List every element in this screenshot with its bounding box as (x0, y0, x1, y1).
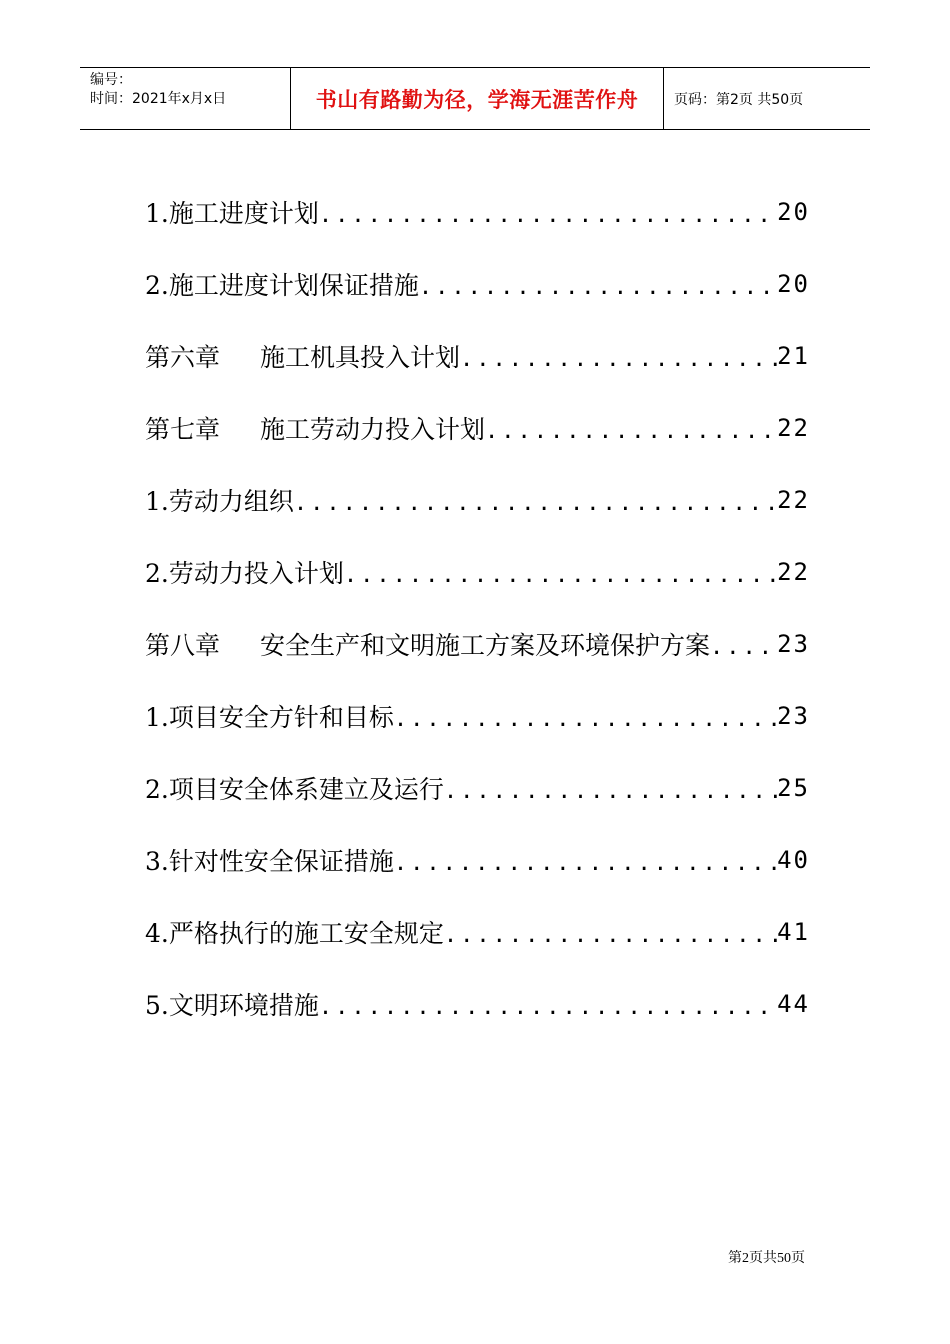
toc-entry[interactable] (145, 176, 810, 248)
toc-entry-page: 41 (777, 918, 810, 946)
toc-entry[interactable] (145, 464, 810, 536)
toc-chapter-title: 施工机具投入计划 (260, 343, 461, 372)
toc-entry[interactable] (145, 680, 810, 752)
document-number-label: 编号： (90, 72, 132, 88)
toc-entry-page: 22 (777, 486, 810, 514)
toc-entry[interactable] (145, 248, 810, 320)
toc-dot-leader (319, 197, 777, 228)
toc-entry[interactable] (145, 320, 810, 392)
toc-entry-title: 3.针对性安全保证措施 (145, 847, 394, 876)
toc-entry-page: 21 (777, 342, 810, 370)
toc-entry-page: 44 (777, 990, 810, 1018)
toc-entry-title: 1.项目安全方针和目标 (145, 703, 394, 732)
toc-entry-title (145, 626, 710, 662)
page-header (80, 67, 870, 130)
toc-chapter-title: 施工劳动力投入计划 (260, 415, 486, 444)
toc-entry-page: 40 (777, 846, 810, 874)
toc-chapter-title: 安全生产和文明施工方案及环境保护方案 (260, 631, 711, 660)
toc-dot-leader (710, 629, 777, 660)
toc-chapter-label: 第七章 (145, 415, 221, 444)
table-of-contents (145, 176, 810, 1040)
toc-entry[interactable] (145, 608, 810, 680)
document-time-label: 时间：2021年x月x日 (90, 91, 227, 107)
toc-entry[interactable] (145, 896, 810, 968)
toc-entry-title: 5.文明环境措施 (145, 991, 319, 1020)
toc-entry-title (145, 410, 485, 446)
toc-dot-leader (444, 773, 777, 804)
toc-entry[interactable] (145, 536, 810, 608)
header-motto: 书山有路勤为径，学海无涯苦作舟 (291, 68, 664, 129)
toc-dot-leader (294, 485, 777, 516)
toc-entry[interactable] (145, 968, 810, 1040)
toc-entry-title: 2.劳动力投入计划 (145, 559, 344, 588)
toc-dot-leader (319, 989, 777, 1020)
toc-dot-leader (394, 701, 777, 732)
toc-entry-title: 1.施工进度计划 (145, 199, 319, 228)
toc-dot-leader (460, 341, 777, 372)
toc-entry-page: 25 (777, 774, 810, 802)
toc-entry[interactable] (145, 824, 810, 896)
toc-entry-page: 23 (777, 630, 810, 658)
page-footer: 第2页共50页 (728, 1251, 805, 1266)
toc-dot-leader (344, 557, 777, 588)
toc-chapter-label: 第八章 (145, 631, 221, 660)
header-page-number: 页码：第2页 共50页 (674, 91, 804, 108)
toc-entry-title: 2.项目安全体系建立及运行 (145, 775, 444, 804)
toc-entry-page: 22 (777, 558, 810, 586)
toc-entry-title: 2.施工进度计划保证措施 (145, 271, 419, 300)
toc-dot-leader (419, 269, 777, 300)
toc-entry-page: 22 (777, 414, 810, 442)
toc-chapter-label: 第六章 (145, 343, 221, 372)
toc-entry-title (145, 338, 460, 374)
toc-entry-title: 1.劳动力组织 (145, 487, 294, 516)
toc-entry-page: 23 (777, 702, 810, 730)
toc-dot-leader (485, 413, 777, 444)
toc-dot-leader (394, 845, 777, 876)
toc-entry-title: 4.严格执行的施工安全规定 (145, 919, 444, 948)
toc-entry[interactable] (145, 392, 810, 464)
header-meta (80, 68, 291, 129)
toc-entry[interactable] (145, 752, 810, 824)
toc-dot-leader (444, 917, 777, 948)
toc-entry-page: 20 (777, 270, 810, 298)
toc-entry-page: 20 (777, 198, 810, 226)
